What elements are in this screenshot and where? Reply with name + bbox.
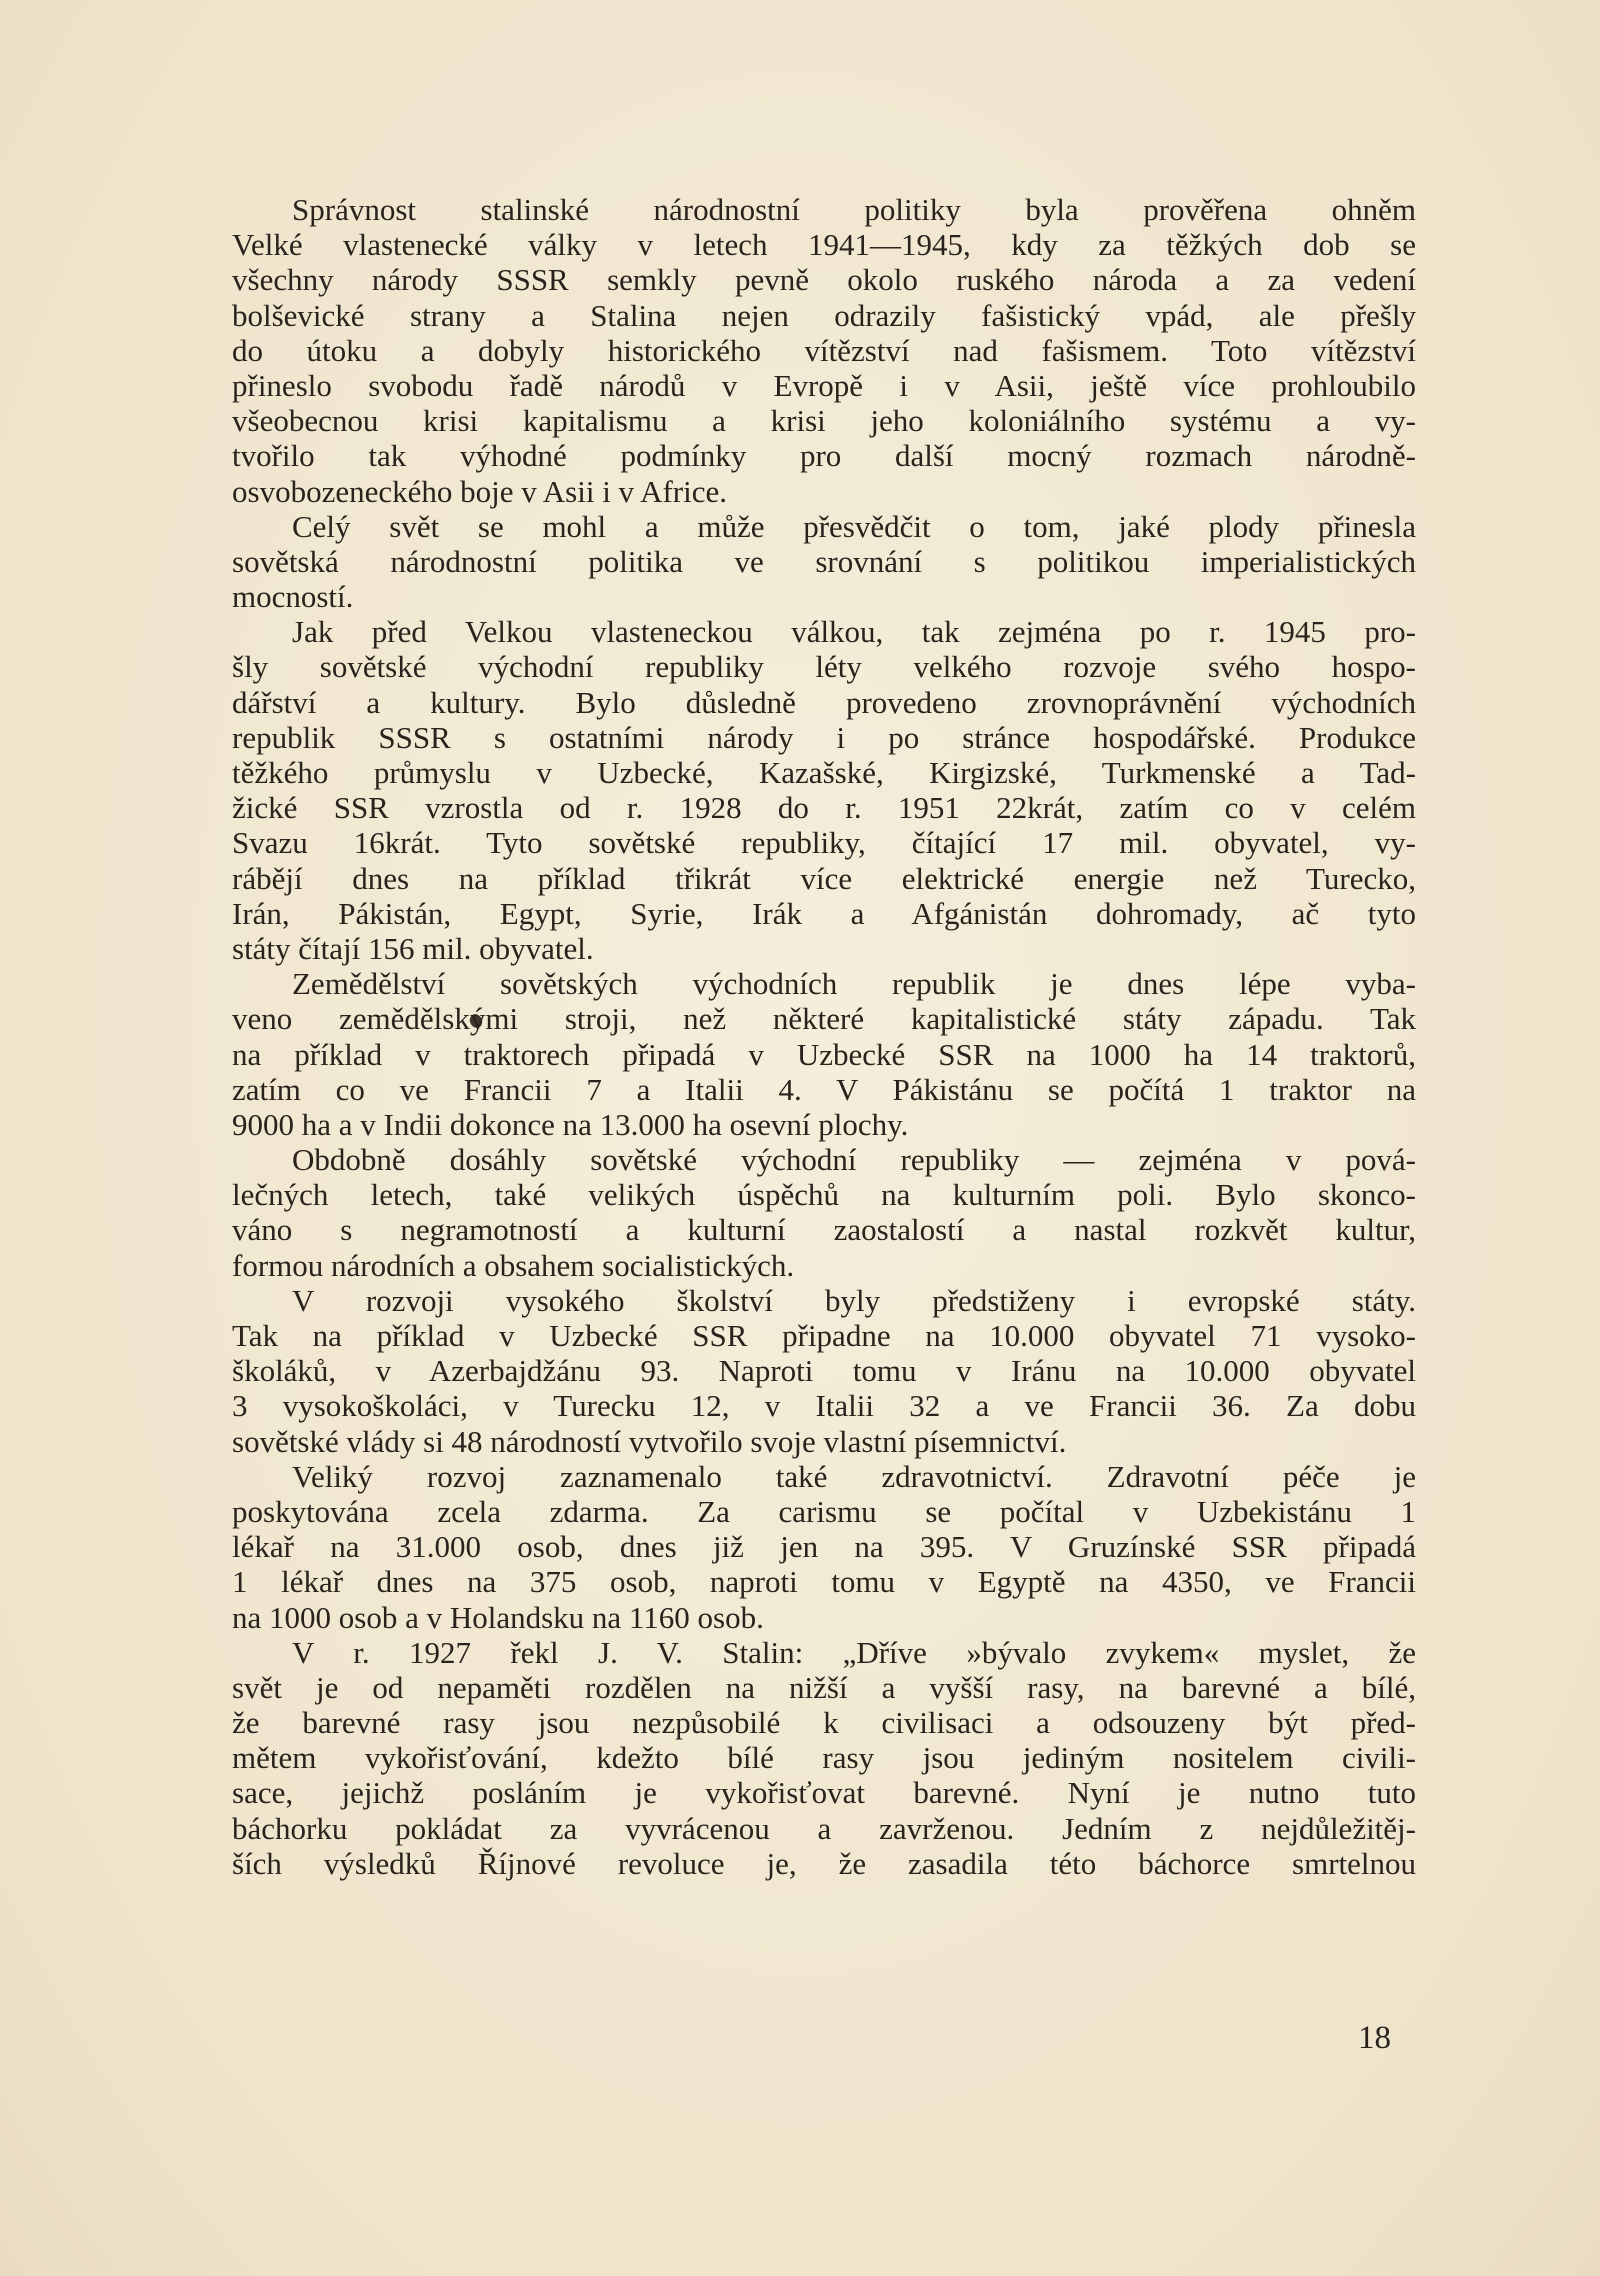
text-line: 3 vysokoškoláci, v Turecku 12, v Italii 32 a ve Francii 36. Za dobu <box>232 1388 1416 1424</box>
text-line: Velké vlastenecké války v letech 1941—1945, kdy za těžkých dob se <box>232 227 1416 263</box>
text-line: sovětská národnostní politika ve srovnání s politikou imperialistických <box>232 543 1416 579</box>
text-line: Veliký rozvoj zaznamenalo také zdravotnictví. Zdravotní péče je <box>292 1458 1416 1494</box>
text-line: Celý svět se mohl a může přesvědčit o tom, jaké plody přinesla <box>292 508 1416 544</box>
text-line: mětem vykořisťování, kdežto bílé rasy jsou jediným nositelem civili- <box>232 1740 1416 1776</box>
paragraph <box>232 1635 1416 1881</box>
body-text <box>232 192 1416 1881</box>
text-line: formou národních a obsahem socialistických. <box>232 1247 795 1283</box>
text-line: 1 lékař dnes na 375 osob, naproti tomu v Egyptě na 4350, ve Francii <box>232 1564 1416 1600</box>
text-line: sovětské vlády si 48 národností vytvořilo svoje vlastní písemnictví. <box>232 1423 1067 1459</box>
text-line: žické SSR vzrostla od r. 1928 do r. 1951 22krát, zatím co v celém <box>232 790 1416 826</box>
text-line: na příklad v traktorech připadá v Uzbecké SSR na 1000 ha 14 traktorů, <box>232 1036 1416 1072</box>
text-line: republik SSSR s ostatními národy i po stránce hospodářské. Produkce <box>232 719 1416 755</box>
text-line: dářství a kultury. Bylo důsledně provedeno zrovnoprávnění východních <box>232 684 1416 720</box>
text-line: veno zemědělskými stroji, než některé kapitalistické státy západu. Tak <box>232 1001 1416 1037</box>
paragraph <box>232 509 1416 615</box>
text-line: Obdobně dosáhly sovětské východní republiky — zejména v pová- <box>292 1142 1416 1178</box>
text-line: poskytována zcela zdarma. Za carismu se počítal v Uzbekistánu 1 <box>232 1493 1416 1529</box>
paragraph <box>232 1283 1416 1459</box>
text-line: všechny národy SSSR semkly pevně okolo ruského národa a za vedení <box>232 262 1416 298</box>
text-line: lečných letech, také velikých úspěchů na kulturním poli. Bylo skonco- <box>232 1177 1416 1213</box>
text-line: do útoku a dobyly historického vítězství nad fašismem. Toto vítězství <box>232 332 1416 368</box>
text-line: osvobozeneckého boje v Asii i v Africe. <box>232 473 728 509</box>
text-line: svět je od nepaměti rozdělen na nižší a vyšší rasy, na barevné a bílé, <box>232 1669 1416 1705</box>
text-line: Svazu 16krát. Tyto sovětské republiky, čítající 17 mil. obyvatel, vy- <box>232 825 1416 861</box>
text-line: Jak před Velkou vlasteneckou válkou, tak zejména po r. 1945 pro- <box>292 614 1416 650</box>
paragraph <box>232 192 1416 509</box>
text-line: bolševické strany a Stalina nejen odrazily fašistický vpád, ale přešly <box>232 297 1416 333</box>
text-line: zatím co ve Francii 7 a Italii 4. V Pákistánu se počítá 1 traktor na <box>232 1071 1416 1107</box>
text-line: rábějí dnes na příklad třikrát více elektrické energie než Turecko, <box>232 860 1416 896</box>
text-line: V rozvoji vysokého školství byly předstiženy i evropské státy. <box>292 1282 1416 1318</box>
text-line: tvořilo tak výhodné podmínky pro další mocný rozmach národně- <box>232 438 1416 474</box>
page-number: 18 <box>1358 2020 1391 2056</box>
text-line: mocností. <box>232 579 354 615</box>
text-line: těžkého průmyslu v Uzbecké, Kazašské, Kirgizské, Turkmenské a Tad- <box>232 755 1416 790</box>
paragraph <box>232 1459 1416 1635</box>
text-line: Zemědělství sovětských východních republik je dnes lépe vyba- <box>292 966 1416 1002</box>
text-line: státy čítají 156 mil. obyvatel. <box>232 930 594 966</box>
text-line: 9000 ha a v Indii dokonce na 13.000 ha osevní plochy. <box>232 1106 909 1142</box>
text-line: lékař na 31.000 osob, dnes již jen na 395. V Gruzínské SSR připadá <box>232 1529 1416 1565</box>
text-line: Tak na příklad v Uzbecké SSR připadne na 10.000 obyvatel 71 vysoko- <box>232 1318 1416 1353</box>
text-line: že barevné rasy jsou nezpůsobilé k civilisaci a odsouzeny být před- <box>232 1705 1416 1741</box>
paragraph <box>232 1142 1416 1283</box>
paragraph <box>232 966 1416 1142</box>
paragraph <box>232 614 1416 966</box>
text-line: Správnost stalinské národnostní politiky byla prověřena ohněm <box>292 192 1416 227</box>
text-line: V r. 1927 řekl J. V. Stalin: „Dříve »bývalo zvykem« myslet, že <box>292 1634 1416 1670</box>
text-line: ších výsledků Říjnové revoluce je, že zasadila této báchorce smrtelnou <box>232 1845 1416 1881</box>
text-line: váno s negramotností a kulturní zaostalostí a nastal rozkvět kultur, <box>232 1212 1416 1248</box>
text-line: na 1000 osob a v Holandsku na 1160 osob. <box>232 1599 764 1635</box>
text-line: přineslo svobodu řadě národů v Evropě i v Asii, ještě více prohloubilo <box>232 367 1416 403</box>
text-line: báchorku pokládat za vyvrácenou a zavrženou. Jedním z nejdůležitěj- <box>232 1810 1416 1846</box>
text-line: všeobecnou krisi kapitalismu a krisi jeho koloniálního systému a vy- <box>232 403 1416 439</box>
text-line: Irán, Pákistán, Egypt, Syrie, Irák a Afgánistán dohromady, ač tyto <box>232 895 1416 931</box>
text-line: sace, jejichž posláním je vykořisťovat barevné. Nyní je nutno tuto <box>232 1775 1416 1811</box>
text-line: školáků, v Azerbajdžánu 93. Naproti tomu v Iránu na 10.000 obyvatel <box>232 1353 1416 1389</box>
text-line: šly sovětské východní republiky léty velkého rozvoje svého hospo- <box>232 649 1416 685</box>
